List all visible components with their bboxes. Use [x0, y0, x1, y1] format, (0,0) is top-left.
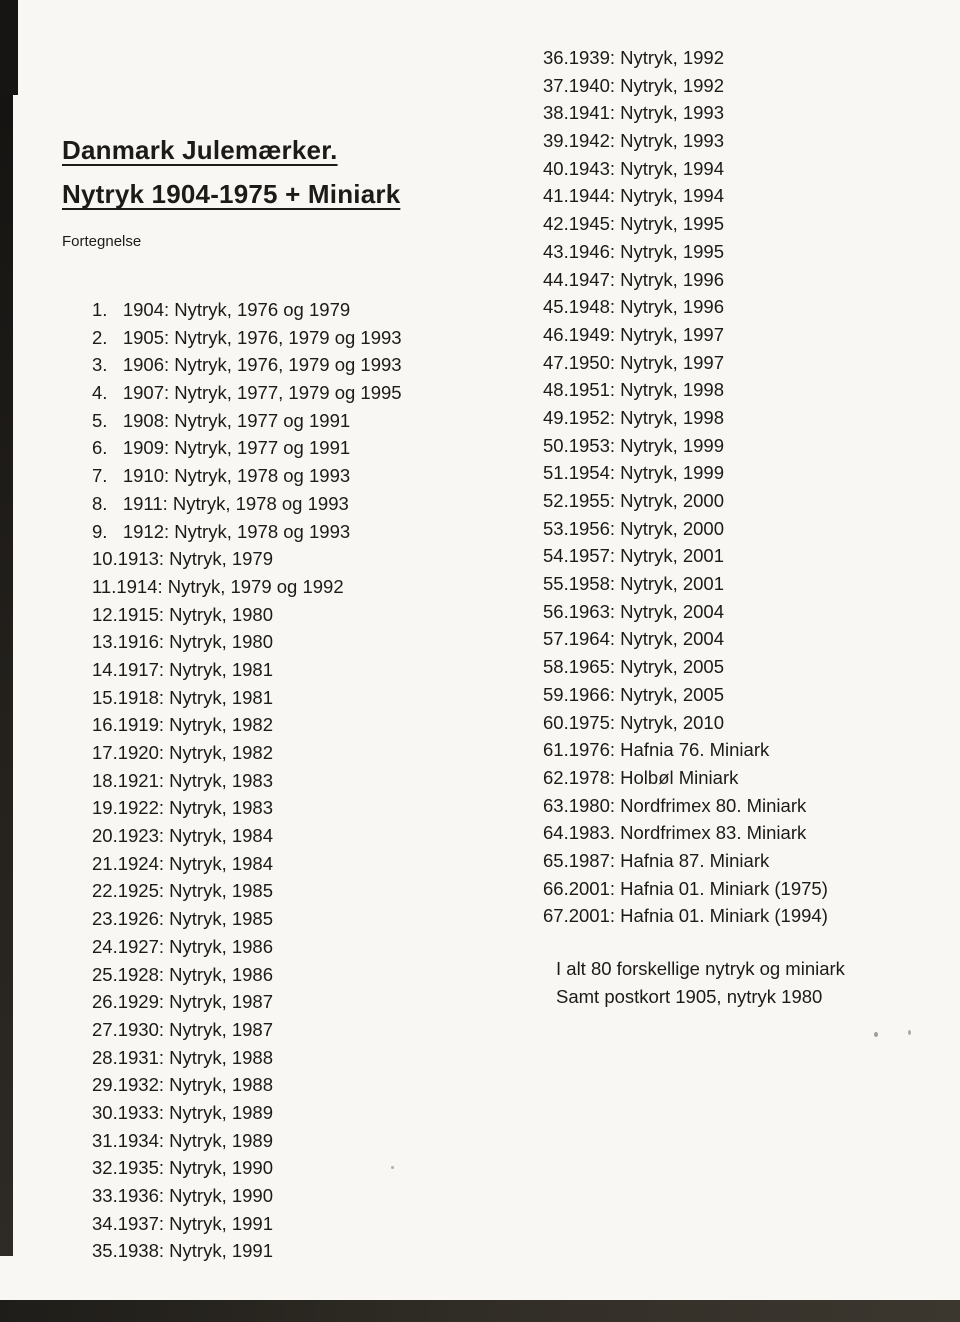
list-item: 52.1955: Nytryk, 2000: [543, 490, 724, 511]
list-item: 43.1946: Nytryk, 1995: [543, 240, 724, 262]
list-item: 23.1926: Nytryk, 1985: [92, 908, 273, 930]
scan-edge-bottom: [0, 1300, 960, 1322]
list-item: 25.1928: Nytryk, 1986: [92, 963, 273, 985]
list-item: 55.1958: Nytryk, 2001: [543, 573, 724, 595]
list-item: Samt postkort 1905, nytryk 1980: [556, 986, 823, 1007]
list-item: 36.1939: Nytryk, 1992: [543, 47, 724, 68]
list-item: 40.1943: Nytryk, 1994: [543, 157, 724, 179]
list-item: 5. 1908: Nytryk, 1977 og 1991: [92, 409, 351, 431]
list-item: 1. 1904: Nytryk, 1976 og 1979: [92, 299, 351, 320]
list-item: 51.1954: Nytryk, 1999: [543, 462, 724, 484]
document-title: [62, 128, 400, 216]
list-item: 34.1937: Nytryk, 1991: [92, 1212, 273, 1234]
list-item: 28.1931: Nytryk, 1988: [92, 1046, 273, 1068]
list-item: 18.1921: Nytryk, 1983: [92, 769, 273, 791]
list-item: 47.1950: Nytryk, 1997: [543, 351, 724, 373]
list-item: 4. 1907: Nytryk, 1977, 1979 og 1995: [92, 382, 402, 404]
list-item: 46.1949: Nytryk, 1997: [543, 323, 724, 345]
list-item: 10.1913: Nytryk, 1979: [92, 548, 273, 570]
list-left-column: [92, 296, 402, 1265]
list-item: 49.1952: Nytryk, 1998: [543, 406, 724, 428]
list-item: 44.1947: Nytryk, 1996: [543, 268, 724, 290]
list-item: 39.1942: Nytryk, 1993: [543, 130, 724, 152]
list-item: 63.1980: Nordfrimex 80. Miniark: [543, 794, 807, 816]
list-item: 45.1948: Nytryk, 1996: [543, 296, 724, 318]
title-line-1: Danmark Julemærker.: [62, 135, 338, 165]
list-item: 2. 1905: Nytryk, 1976, 1979 og 1993: [92, 326, 402, 348]
title-line-2: Nytryk 1904-1975 + Miniark: [62, 179, 401, 209]
summary-text: [556, 955, 845, 1011]
list-item: I alt 80 forskellige nytryk og miniark: [556, 958, 845, 979]
scan-noise-speck: [391, 1166, 394, 1169]
list-item: 3. 1906: Nytryk, 1976, 1979 og 1993: [92, 354, 402, 376]
list-item: 8. 1911: Nytryk, 1978 og 1993: [92, 492, 349, 514]
list-item: 65.1987: Hafnia 87. Miniark: [543, 849, 770, 871]
list-item: 7. 1910: Nytryk, 1978 og 1993: [92, 465, 351, 487]
list-item: 53.1956: Nytryk, 2000: [543, 517, 724, 539]
list-item: 38.1941: Nytryk, 1993: [543, 102, 724, 124]
list-item: 6. 1909: Nytryk, 1977 og 1991: [92, 437, 351, 459]
list-item: 66.2001: Hafnia 01. Miniark (1975): [543, 877, 828, 899]
scan-edge-left: [0, 0, 13, 1256]
list-item: 21.1924: Nytryk, 1984: [92, 852, 273, 874]
list-item: 17.1920: Nytryk, 1982: [92, 742, 273, 763]
list-item: 30.1933: Nytryk, 1989: [92, 1101, 273, 1123]
list-item: 12.1915: Nytryk, 1980: [92, 603, 273, 625]
list-item: 42.1945: Nytryk, 1995: [543, 213, 724, 235]
list-item: 9. 1912: Nytryk, 1978 og 1993: [92, 520, 351, 542]
list-item: 29.1932: Nytryk, 1988: [92, 1074, 273, 1096]
list-item: 48.1951: Nytryk, 1998: [543, 379, 724, 401]
list-item: 20.1923: Nytryk, 1984: [92, 825, 273, 847]
list-item: 60.1975: Nytryk, 2010: [543, 711, 724, 733]
list-item: 26.1929: Nytryk, 1987: [92, 991, 273, 1013]
list-item: 13.1916: Nytryk, 1980: [92, 631, 273, 653]
scan-noise-speck: [874, 1032, 878, 1037]
list-item: 61.1976: Hafnia 76. Miniark: [543, 739, 770, 761]
list-item: 22.1925: Nytryk, 1985: [92, 880, 273, 902]
list-right-column: [543, 44, 828, 930]
list-item: 59.1966: Nytryk, 2005: [543, 683, 724, 705]
list-item: 32.1935: Nytryk, 1990: [92, 1157, 273, 1179]
list-item: 14.1917: Nytryk, 1981: [92, 658, 273, 680]
list-item: 54.1957: Nytryk, 2001: [543, 545, 724, 567]
list-item: 31.1934: Nytryk, 1989: [92, 1129, 273, 1151]
list-item: 33.1936: Nytryk, 1990: [92, 1185, 273, 1206]
list-item: 57.1964: Nytryk, 2004: [543, 628, 724, 650]
list-item: 64.1983. Nordfrimex 83. Miniark: [543, 822, 807, 844]
list-item: 37.1940: Nytryk, 1992: [543, 74, 724, 96]
list-item: 27.1930: Nytryk, 1987: [92, 1018, 273, 1040]
scan-edge-left-top: [0, 0, 18, 95]
list-item: 62.1978: Holbøl Miniark: [543, 766, 739, 788]
list-item: 15.1918: Nytryk, 1981: [92, 686, 273, 708]
list-item: 67.2001: Hafnia 01. Miniark (1994): [543, 905, 828, 927]
list-item: 41.1944: Nytryk, 1994: [543, 185, 724, 207]
scan-noise-speck: [908, 1030, 911, 1035]
list-item: 56.1963: Nytryk, 2004: [543, 600, 724, 622]
list-item: 11.1914: Nytryk, 1979 og 1992: [92, 575, 344, 597]
list-item: 19.1922: Nytryk, 1983: [92, 797, 273, 819]
list-item: 16.1919: Nytryk, 1982: [92, 714, 273, 736]
list-item: 35.1938: Nytryk, 1991: [92, 1240, 273, 1262]
list-item: 50.1953: Nytryk, 1999: [543, 434, 724, 456]
list-item: 58.1965: Nytryk, 2005: [543, 656, 724, 678]
list-item: 24.1927: Nytryk, 1986: [92, 935, 273, 957]
document-subtitle: Fortegnelse: [62, 233, 142, 250]
